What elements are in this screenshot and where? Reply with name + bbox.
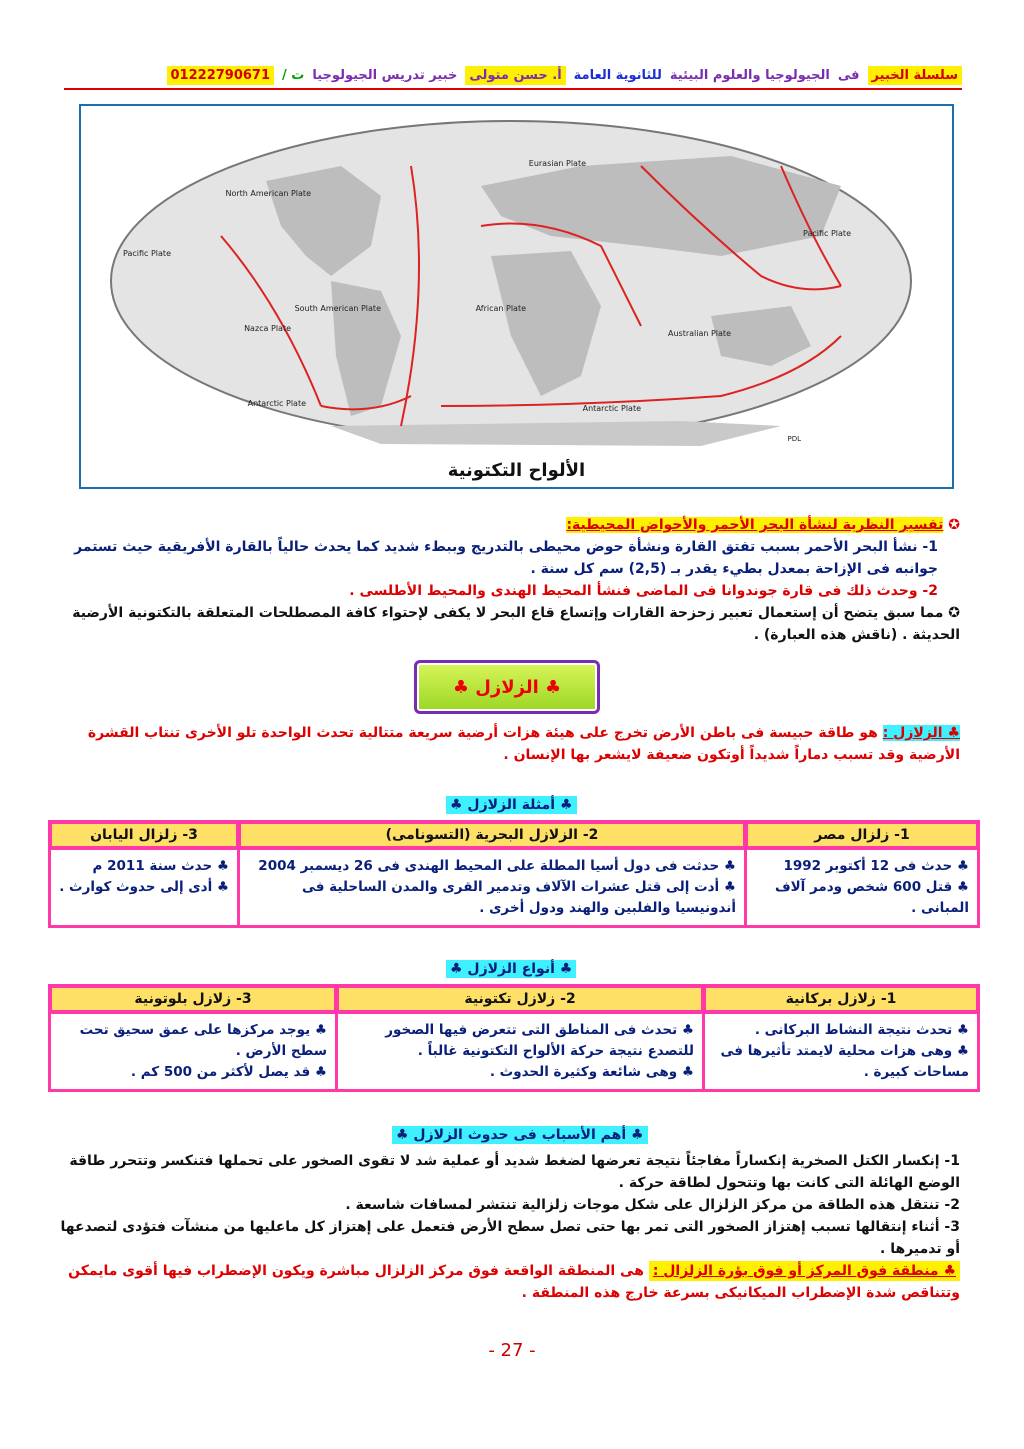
examples-cell-japan (51, 850, 237, 925)
red-sea-title: تفسير النظرية لنشأة البحر الأحمر والأحواض المحيطية: (566, 517, 944, 533)
page-header (64, 62, 962, 90)
map-label-south-american: South American Plate (294, 304, 381, 313)
header-level: للثانوية العامة (573, 67, 662, 83)
types-cell-tectonic (338, 1014, 702, 1089)
epicenter-definition (60, 1260, 960, 1304)
header-subject: الجيولوجيا والعلوم البيئية (669, 67, 830, 83)
types-cell-volcanic (705, 1014, 977, 1089)
examples-title: ♣ أمثلة الزلازل ♣ (446, 796, 577, 814)
cause-item-1: 1- إنكسار الكتل الصخرية إنكساراً مفاجئاً نتيجة تعرضها لضغط شديد أو عملية شد لا تقوى الصخور على تحملها فتنكسر وتتحرر طاقة الوضع الهائلة التى كانت بها وتتحول لطاقة حركة . (69, 1153, 960, 1191)
examples-table (48, 820, 980, 928)
list-item: ♣ أدى إلى حدوث كوارث . (59, 879, 229, 895)
star-icon: ✪ (948, 605, 960, 621)
earthquakes-title: ♣ الزلازل ♣ (414, 660, 600, 714)
map-label-african: African Plate (475, 304, 526, 313)
list-item: ♣ حدثت فى دول أسيا المطلة على المحيط الهندى فى 26 ديسمبر 2004 (258, 858, 736, 874)
cause-item-2: 2- تنتقل هذه الطاقة من مركز الزلزال على شكل موجات زلزالية تنتشر لمسافات شاسعة . (345, 1197, 960, 1213)
header-phone: 01222790671 (167, 66, 275, 85)
map-label-antarctic-west: Antarctic Plate (247, 399, 306, 408)
examples-header-egypt: 1- زلزال مصر (747, 823, 977, 847)
list-item: ♣ وهى هزات محلية لايمتد تأثيرها فى مساحات كبيرة . (720, 1043, 969, 1080)
red-sea-heading (60, 514, 960, 536)
list-item: ♣ قتل 600 شخص ودمر آلاف المبانى . (774, 879, 969, 916)
types-table (48, 984, 980, 1092)
red-sea-section (60, 514, 960, 646)
list-item: ♣ تحدث نتيجة النشاط البركانى . (754, 1022, 969, 1038)
tectonic-plates-map (79, 104, 954, 489)
header-expert: خبير تدريس الجيولوجيا (312, 67, 458, 83)
red-sea-item-2: 2- وحدث ذلك فى قارة جوندوانا فى الماضى فنشأ المحيط الهندى والمحيط الأطلسى . (349, 583, 938, 599)
series-name: سلسلة الخبير (868, 66, 962, 85)
definition-text: هو طاقة حبيسة فى باطن الأرض تخرج على هيئة هزات أرضية سريعة متتالية تحدث الواحدة تلو الأخرى تنتاب القشرة الأرضية وقد تسبب دماراً شديداً أوتكون ضعيفة لايشعر بها الإنسان . (87, 725, 960, 763)
map-label-north-american: North American Plate (225, 189, 311, 198)
list-item: ♣ يوجد مركزها على عمق سحيق تحت سطح الأرض . (79, 1022, 327, 1059)
list-item: ♣ حدث سنة 2011 م (92, 858, 229, 874)
list-item: ♣ تحدث فى المناطق التى تتعرض فيها الصخور للتصدع نتيجة حركة الألواح التكتونية غالباً . (385, 1022, 694, 1059)
list-item: ♣ حدث فى 12 أكتوبر 1992 (783, 858, 969, 874)
star-icon: ✪ (948, 517, 960, 533)
examples-cell-egypt (747, 850, 977, 925)
map-label-pacific-west: Pacific Plate (123, 249, 171, 258)
header-tel-prefix: ت / (282, 67, 305, 83)
examples-cell-tsunami (240, 850, 744, 925)
causes-title: ♣ أهم الأسباب فى حدوث الزلازل ♣ (392, 1126, 648, 1144)
list-item: ♣ أدت إلى قتل عشرات الآلاف وتدمير القرى والمدن الساحلية فى أندونيسيا والفلبين والهند ودول أخرى . (301, 879, 736, 916)
map-label-pacific-east: Pacific Plate (803, 229, 851, 238)
examples-header-japan: 3- زلزال اليابان (51, 823, 237, 847)
types-title: ♣ أنواع الزلازل ♣ (446, 960, 576, 978)
red-sea-note-text: مما سبق يتضح أن إستعمال تعبير زحزحة القارات وإتساع قاع البحر لا يكفى لإحتواء كافة المصطلحات المتعلقة بالتكتونية الأرضية الحديثة . (ناقش هذه العبارة) . (72, 605, 960, 643)
types-header-plutonic: 3- زلازل بلوتونية (51, 987, 335, 1011)
types-header-volcanic: 1- زلازل بركانية (705, 987, 977, 1011)
examples-header-tsunami: 2- الزلازل البحرية (التسونامى) (240, 823, 744, 847)
page-number: - 27 - (488, 1340, 536, 1361)
earthquake-definition (60, 722, 960, 766)
map-caption: الألواح التكتونية (447, 460, 586, 481)
red-sea-note (60, 602, 960, 646)
header-teacher: أ. حسن متولى (465, 66, 565, 85)
map-label-eurasian: Eurasian Plate (528, 159, 586, 168)
causes-section (60, 1150, 960, 1304)
red-sea-item-1: 1- نشأ البحر الأحمر بسبب تفتق القارة ونشأة حوض محيطى بالتدريج وببطء شديد كما يحدث حالياً بالقارة الأفريقية حيث تستمر جوانبه فى الإزاحة بمعدل بطيء يقدر بـ (2,5) سم كل سنة . (74, 539, 938, 577)
world-map-image (81, 106, 952, 487)
map-label-australian: Australian Plate (667, 329, 731, 338)
header-fi: فى (837, 67, 860, 83)
cause-item-3: 3- أثناء إنتقالها تسبب إهتزاز الصخور التى تمر بها حتى تصل سطح الأرض فتعمل على إهتزاز كل ماعليها من منشآت فتؤدى لتصدعها أو تدميرها . (60, 1219, 960, 1257)
list-item: ♣ وهى شائعة وكثيرة الحدوث . (489, 1064, 694, 1080)
epicenter-label: ♣ منطقة فوق المركز أو فوق بؤرة الزلزال : (649, 1261, 960, 1281)
epicenter-text: هى المنطقة الواقعة فوق مركز الزلزال مباشرة ويكون الإضطراب فيها أقوى مايمكن وتتناقص شدة الإضطراب الميكانيكى بسرعة خارج هذه المنطقة . (68, 1263, 960, 1301)
list-item: ♣ قد يصل لأكثر من 500 كم . (130, 1064, 327, 1080)
map-label-nazca: Nazca Plate (244, 324, 291, 333)
definition-label: ♣ الزلازل : (882, 725, 960, 741)
map-label-pdl: PDL (787, 435, 801, 443)
types-header-tectonic: 2- زلازل تكتونية (338, 987, 702, 1011)
map-label-antarctic-east: Antarctic Plate (582, 404, 641, 413)
types-cell-plutonic (51, 1014, 335, 1089)
